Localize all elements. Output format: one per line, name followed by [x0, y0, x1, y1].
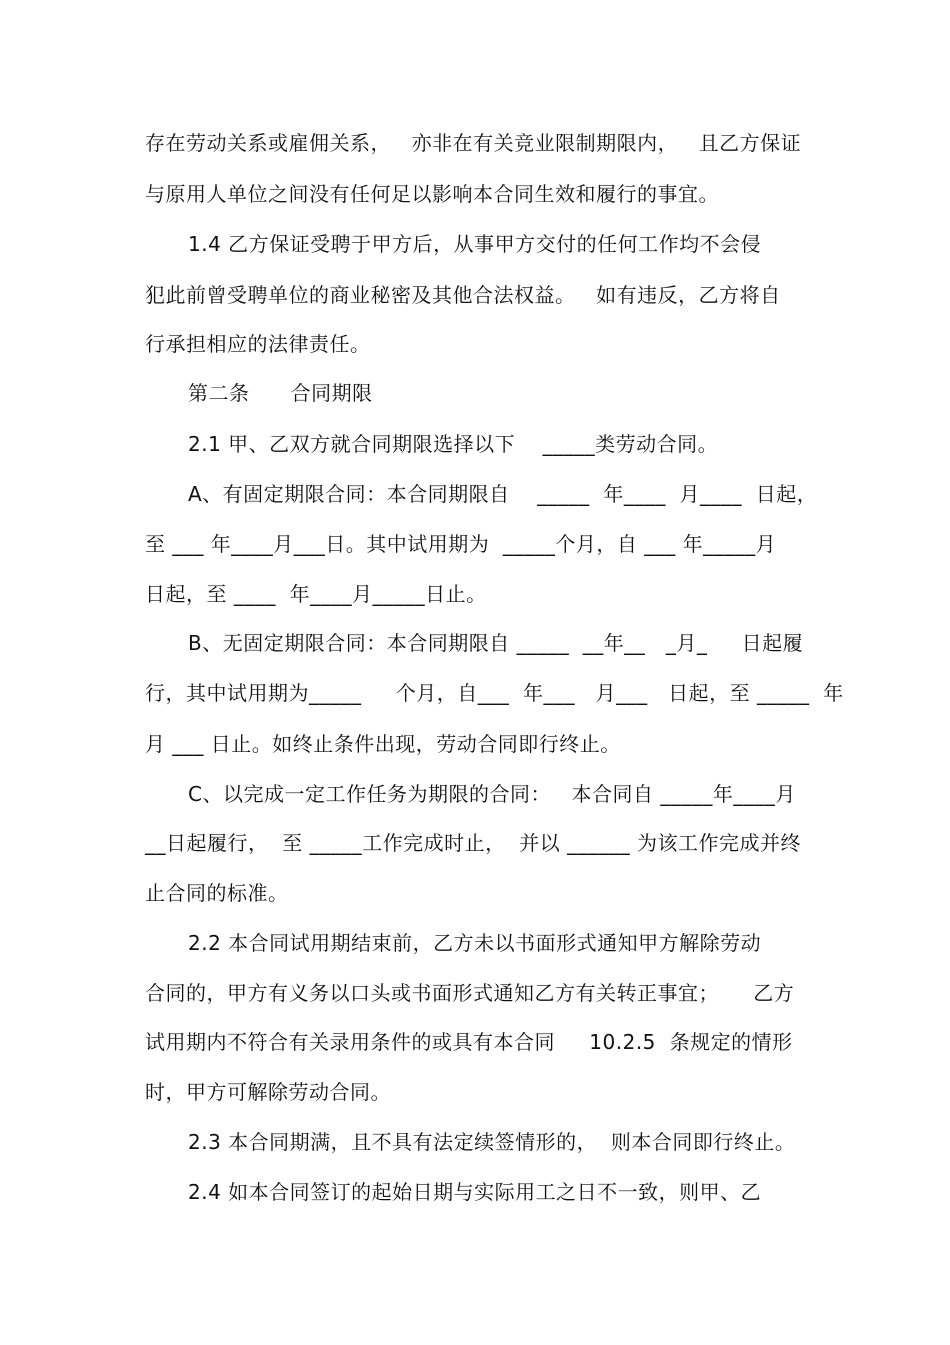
text-line: 月 ___ 日止。如终止条件出现，劳动合同即行终止。	[145, 732, 621, 756]
text-line: 时，甲方可解除劳动合同。	[145, 1080, 391, 1104]
text-line: 2.3 本合同期满，且不具有法定续签情形的， 则本合同即行终止。	[188, 1130, 796, 1154]
text-line: 与原用人单位之间没有任何足以影响本合同生效和履行的事宜。	[145, 182, 719, 206]
text-line: 试用期内不符合有关录用条件的或具有本合同 10.2.5 条规定的情形	[145, 1030, 793, 1054]
text-line: 2.4 如本合同签订的起始日期与实际用工之日不一致，则甲、乙	[188, 1180, 762, 1204]
text-line: 2.1 甲、乙双方就合同期限选择以下 _____类劳动合同。	[188, 432, 719, 456]
text-line: 存在劳动关系或雇佣关系， 亦非在有关竞业限制期限内， 且乙方保证	[145, 131, 802, 155]
text-line: __日起履行， 至 _____工作完成时止， 并以 ______ 为该工作完成并终	[145, 831, 802, 855]
text-line: 止合同的标准。	[145, 881, 289, 905]
text-line: A、有固定期限合同：本合同期限自 _____ 年____ 月____ 日起，	[188, 482, 818, 506]
text-line: 1.4 乙方保证受聘于甲方后，从事甲方交付的任何工作均不会侵	[188, 232, 762, 256]
text-line: 日起，至 ____ 年____月_____日止。	[145, 582, 487, 606]
text-line: 2.2 本合同试用期结束前，乙方未以书面形式通知甲方解除劳动	[188, 931, 762, 955]
text-line: C、以完成一定工作任务为期限的合同： 本合同自 _____年____月	[188, 782, 796, 806]
text-line: 合同的，甲方有义务以口头或书面形式通知乙方有关转正事宜； 乙方	[145, 981, 795, 1005]
text-line: 至 ___ 年____月___日。其中试用期为 _____个月，自 ___ 年_____月	[145, 532, 777, 556]
section-heading: 第二条 合同期限	[188, 381, 373, 405]
text-line: 行，其中试用期为_____ 个月，自___ 年___ 月___ 日起，至 _____ 年	[145, 681, 844, 705]
text-line: 犯此前曾受聘单位的商业秘密及其他合法权益。 如有违反，乙方将自	[145, 283, 781, 307]
text-line: B、无固定期限合同：本合同期限自 _____ __年__ _月_ 日起履	[188, 631, 804, 655]
text-line: 行承担相应的法律责任。	[145, 332, 371, 356]
